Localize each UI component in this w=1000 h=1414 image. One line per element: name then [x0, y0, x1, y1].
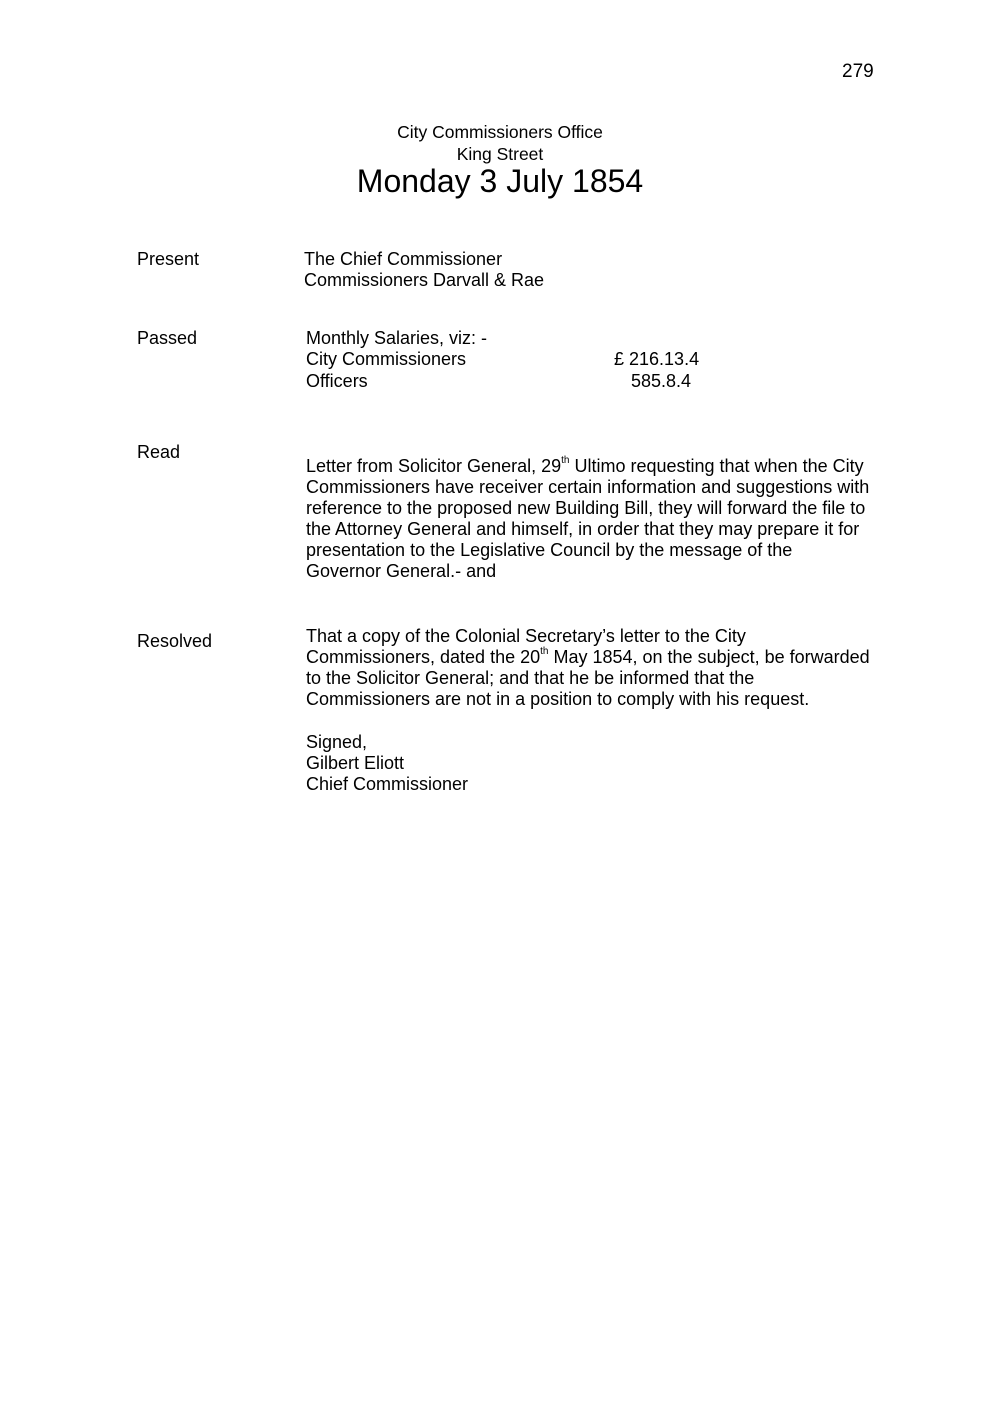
salary-item-amount: 585.8.4 [631, 371, 692, 391]
salary-item-name: Officers [306, 371, 368, 391]
salary-item-amount: £ 216.13.4 [614, 349, 700, 369]
signatory-name: Gilbert Eliott [306, 753, 405, 773]
page-number: 279 [842, 61, 874, 82]
signatory-title: Chief Commissioner [306, 774, 469, 794]
present-attendees [304, 249, 544, 291]
resolved-line: to the Solicitor General; and that he be informed that the [306, 668, 755, 688]
resolved-line-text: Commissioners, dated the 20 [306, 647, 541, 667]
signed-text: Signed, [306, 732, 368, 752]
read-line-text: Letter from Solicitor General, 29 [306, 456, 562, 476]
resolved-line: That a copy of the Colonial Secretary’s letter to the City [306, 626, 746, 646]
header-office: City Commissioners Office [397, 122, 603, 142]
read-paragraph [306, 456, 869, 582]
resolved-label: Resolved [137, 631, 213, 651]
signature-block [306, 732, 468, 795]
passed-heading: Monthly Salaries, viz: - [306, 328, 488, 348]
read-line: the Attorney General and himself, in order that they may prepare it for [306, 519, 860, 539]
passed-label: Passed [137, 328, 198, 348]
resolved-line-text: May 1854, on the subject, be forwarded [548, 647, 870, 667]
read-line: Governor General.- and [306, 561, 497, 581]
resolved-line: Commissioners are not in a position to comply with his request. [306, 689, 810, 709]
read-label: Read [137, 442, 181, 462]
read-line: Commissioners have receiver certain information and suggestions with [306, 477, 870, 497]
read-line-text: Ultimo requesting that when the City [569, 456, 864, 476]
read-line: presentation to the Legislative Council by the message of the [306, 540, 793, 560]
salary-item-name: City Commissioners [306, 349, 467, 369]
meeting-date: Monday 3 July 1854 [356, 163, 644, 199]
read-line: reference to the proposed new Building Bill, they will forward the file to [306, 498, 866, 518]
read-line [306, 456, 869, 477]
attendee-line: The Chief Commissioner [304, 249, 503, 269]
resolved-paragraph [306, 626, 870, 710]
present-label: Present [137, 249, 200, 269]
attendee-line: Commissioners Darvall & Rae [304, 270, 545, 290]
resolved-line [306, 647, 870, 668]
header-street: King Street [456, 144, 544, 164]
ordinal-suffix: th [540, 646, 549, 657]
ordinal-suffix: th [561, 455, 570, 466]
